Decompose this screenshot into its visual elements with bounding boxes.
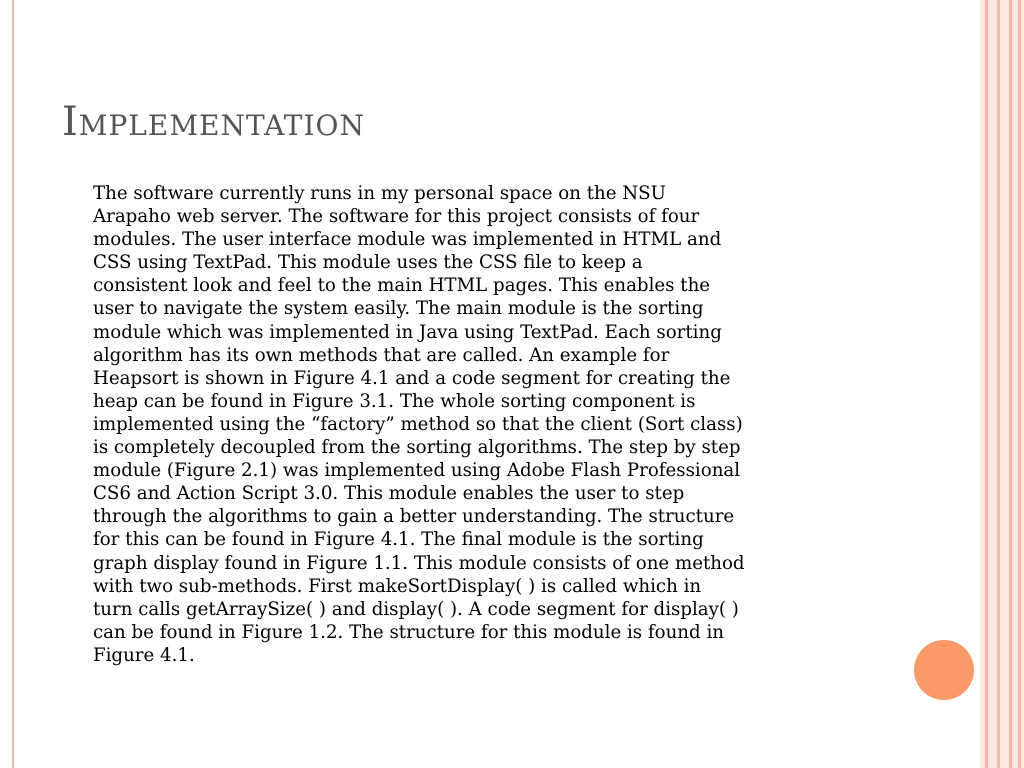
slide-body-text: The software currently runs in my personal space on the NSU Arapaho web server. The software for this project consists of four modules. The user interface module was implemented in HTML and CSS using TextPad. This module uses the CSS file to keep a consistent look and feel to the main HTML pages. This enables the user to navigate the system easily. The main module is the sorting module which was implemented in Java using TextPad. Each sorting algorithm has its own methods that are called. An example for Heapsort is shown in Figure 4.1 and a code segment for creating the heap can be found in Figure 3.1. The whole sorting component is implemented using the “factory” method so that the client (Sort class) is completely decoupled from the sorting algorithms. The step by step module (Figure 2.1) was implemented using Adobe Flash Professional CS6 and Action Script 3.0. This module enables the user to step through the algorithms to gain a better understanding. The structure for this can be found in Figure 4.1. The final module is the sorting graph display found in Figure 1.1. This module consists of one method with two sub-methods. First makeSortDisplay( ) is called which in turn calls getArraySize( ) and display( ). A code segment for display( ) can be found in Figure 1.2. The structure for this module is found in Figure 4.1. — [93, 183, 745, 666]
right-stripe — [1009, 0, 1012, 768]
left-border-line — [12, 0, 14, 768]
right-stripe — [985, 0, 988, 768]
right-stripe — [997, 0, 1000, 768]
right-stripe — [1018, 0, 1021, 768]
decorative-circle-icon — [914, 640, 974, 700]
slide-title: Implementation — [62, 99, 365, 145]
